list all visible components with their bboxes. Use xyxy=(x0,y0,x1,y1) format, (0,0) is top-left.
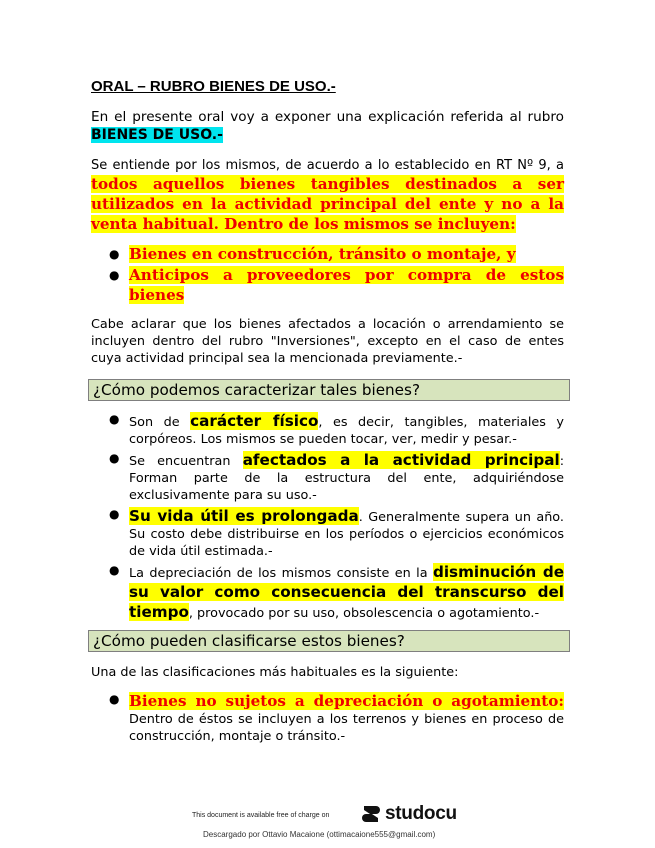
intro-text: En el presente oral voy a exponer una explicación referida al rubro xyxy=(91,109,564,125)
studocu-logo-icon xyxy=(360,803,382,825)
bullet-icon: ● xyxy=(109,506,120,521)
characteristics-list xyxy=(91,411,564,622)
document-content xyxy=(91,78,564,747)
section-heading-classify: ¿Cómo pueden clasificarse estos bienes? xyxy=(88,630,570,652)
bullet-icon: ● xyxy=(109,450,120,465)
included-item-0: Bienes en construcción, tránsito o montaje, y xyxy=(129,245,516,263)
footer-available-text: This document is available free of charge on xyxy=(192,812,330,819)
included-item-1: Anticipos a proveedores por compra de estos bienes xyxy=(129,265,564,304)
definition-paragraph xyxy=(91,157,564,234)
list-item: ● Bienes no sujetos a depreciación o agotamiento: Dentro de éstos se incluyen a los terrenos y bienes en proceso de construcción, montaje o tránsito.- xyxy=(109,691,564,744)
classification-intro: Una de las clasificaciones más habituales es la siguiente: xyxy=(91,664,459,680)
footer-downloaded-by: Descargado por Ottavio Macaione (ottimacaione555@gmail.com) xyxy=(203,830,436,839)
list-item xyxy=(91,244,564,265)
item-highlight: Bienes no sujetos a depreciación o agotamiento: xyxy=(129,691,564,710)
section-heading-characterize: ¿Cómo podemos caracterizar tales bienes? xyxy=(88,379,570,401)
item-highlight: Su vida útil es prolongada xyxy=(129,506,359,525)
intro-paragraph xyxy=(91,108,564,144)
bullet-icon: ● xyxy=(109,247,120,261)
included-items-list xyxy=(91,244,564,306)
item-highlight: carácter físico xyxy=(190,411,319,430)
item-highlight: disminución de su valor como consecuencia del transcurso del tiempo xyxy=(129,562,564,621)
intro-highlight: BIENES DE USO.- xyxy=(91,127,223,143)
bullet-icon: ● xyxy=(109,691,120,706)
list-item: ● Su vida útil es prolongada. Generalmente supera un año. Su costo debe distribuirse en los períodos o ejercicios económicos de vida útil estimada.- xyxy=(109,506,564,559)
document-title: ORAL – RUBRO BIENES DE USO.- xyxy=(91,78,336,95)
bullet-icon: ● xyxy=(109,411,120,426)
bullet-icon: ● xyxy=(109,562,120,577)
bullet-icon: ● xyxy=(109,267,120,282)
studocu-logo[interactable] xyxy=(360,803,457,825)
list-item: ● La depreciación de los mismos consiste en la disminución de su valor como consecuencia del transcurso del tiempo, provocado por su uso, obsolescencia o agotamiento.- xyxy=(109,562,564,621)
list-item xyxy=(91,265,564,306)
list-item: ● Se encuentran afectados a la actividad principal: Forman parte de la estructura del ente, adquiriéndose exclusivamente para su uso.- xyxy=(109,450,564,503)
definition-text: Se entiende por los mismos, de acuerdo a lo establecido en RT Nº 9, a xyxy=(91,158,564,173)
classification-list xyxy=(91,691,564,745)
studocu-wordmark: studocu xyxy=(385,803,457,824)
list-item: ● Son de carácter físico, es decir, tangibles, materiales y corpóreos. Los mismos se pueden tocar, ver, medir y pesar.- xyxy=(109,411,565,447)
definition-highlight: todos aquellos bienes tangibles destinados a ser utilizados en la actividad principal del ente y no a la venta habitual. Dentro de los mismos se incluyen: xyxy=(91,175,564,233)
clarification-paragraph: Cabe aclarar que los bienes afectados a locación o arrendamiento se incluyen dentro del rubro "Inversiones", excepto en el caso de entes cuya actividad principal sea la mencionada previamente.- xyxy=(91,316,564,366)
item-highlight: afectados a la actividad principal xyxy=(242,450,560,469)
